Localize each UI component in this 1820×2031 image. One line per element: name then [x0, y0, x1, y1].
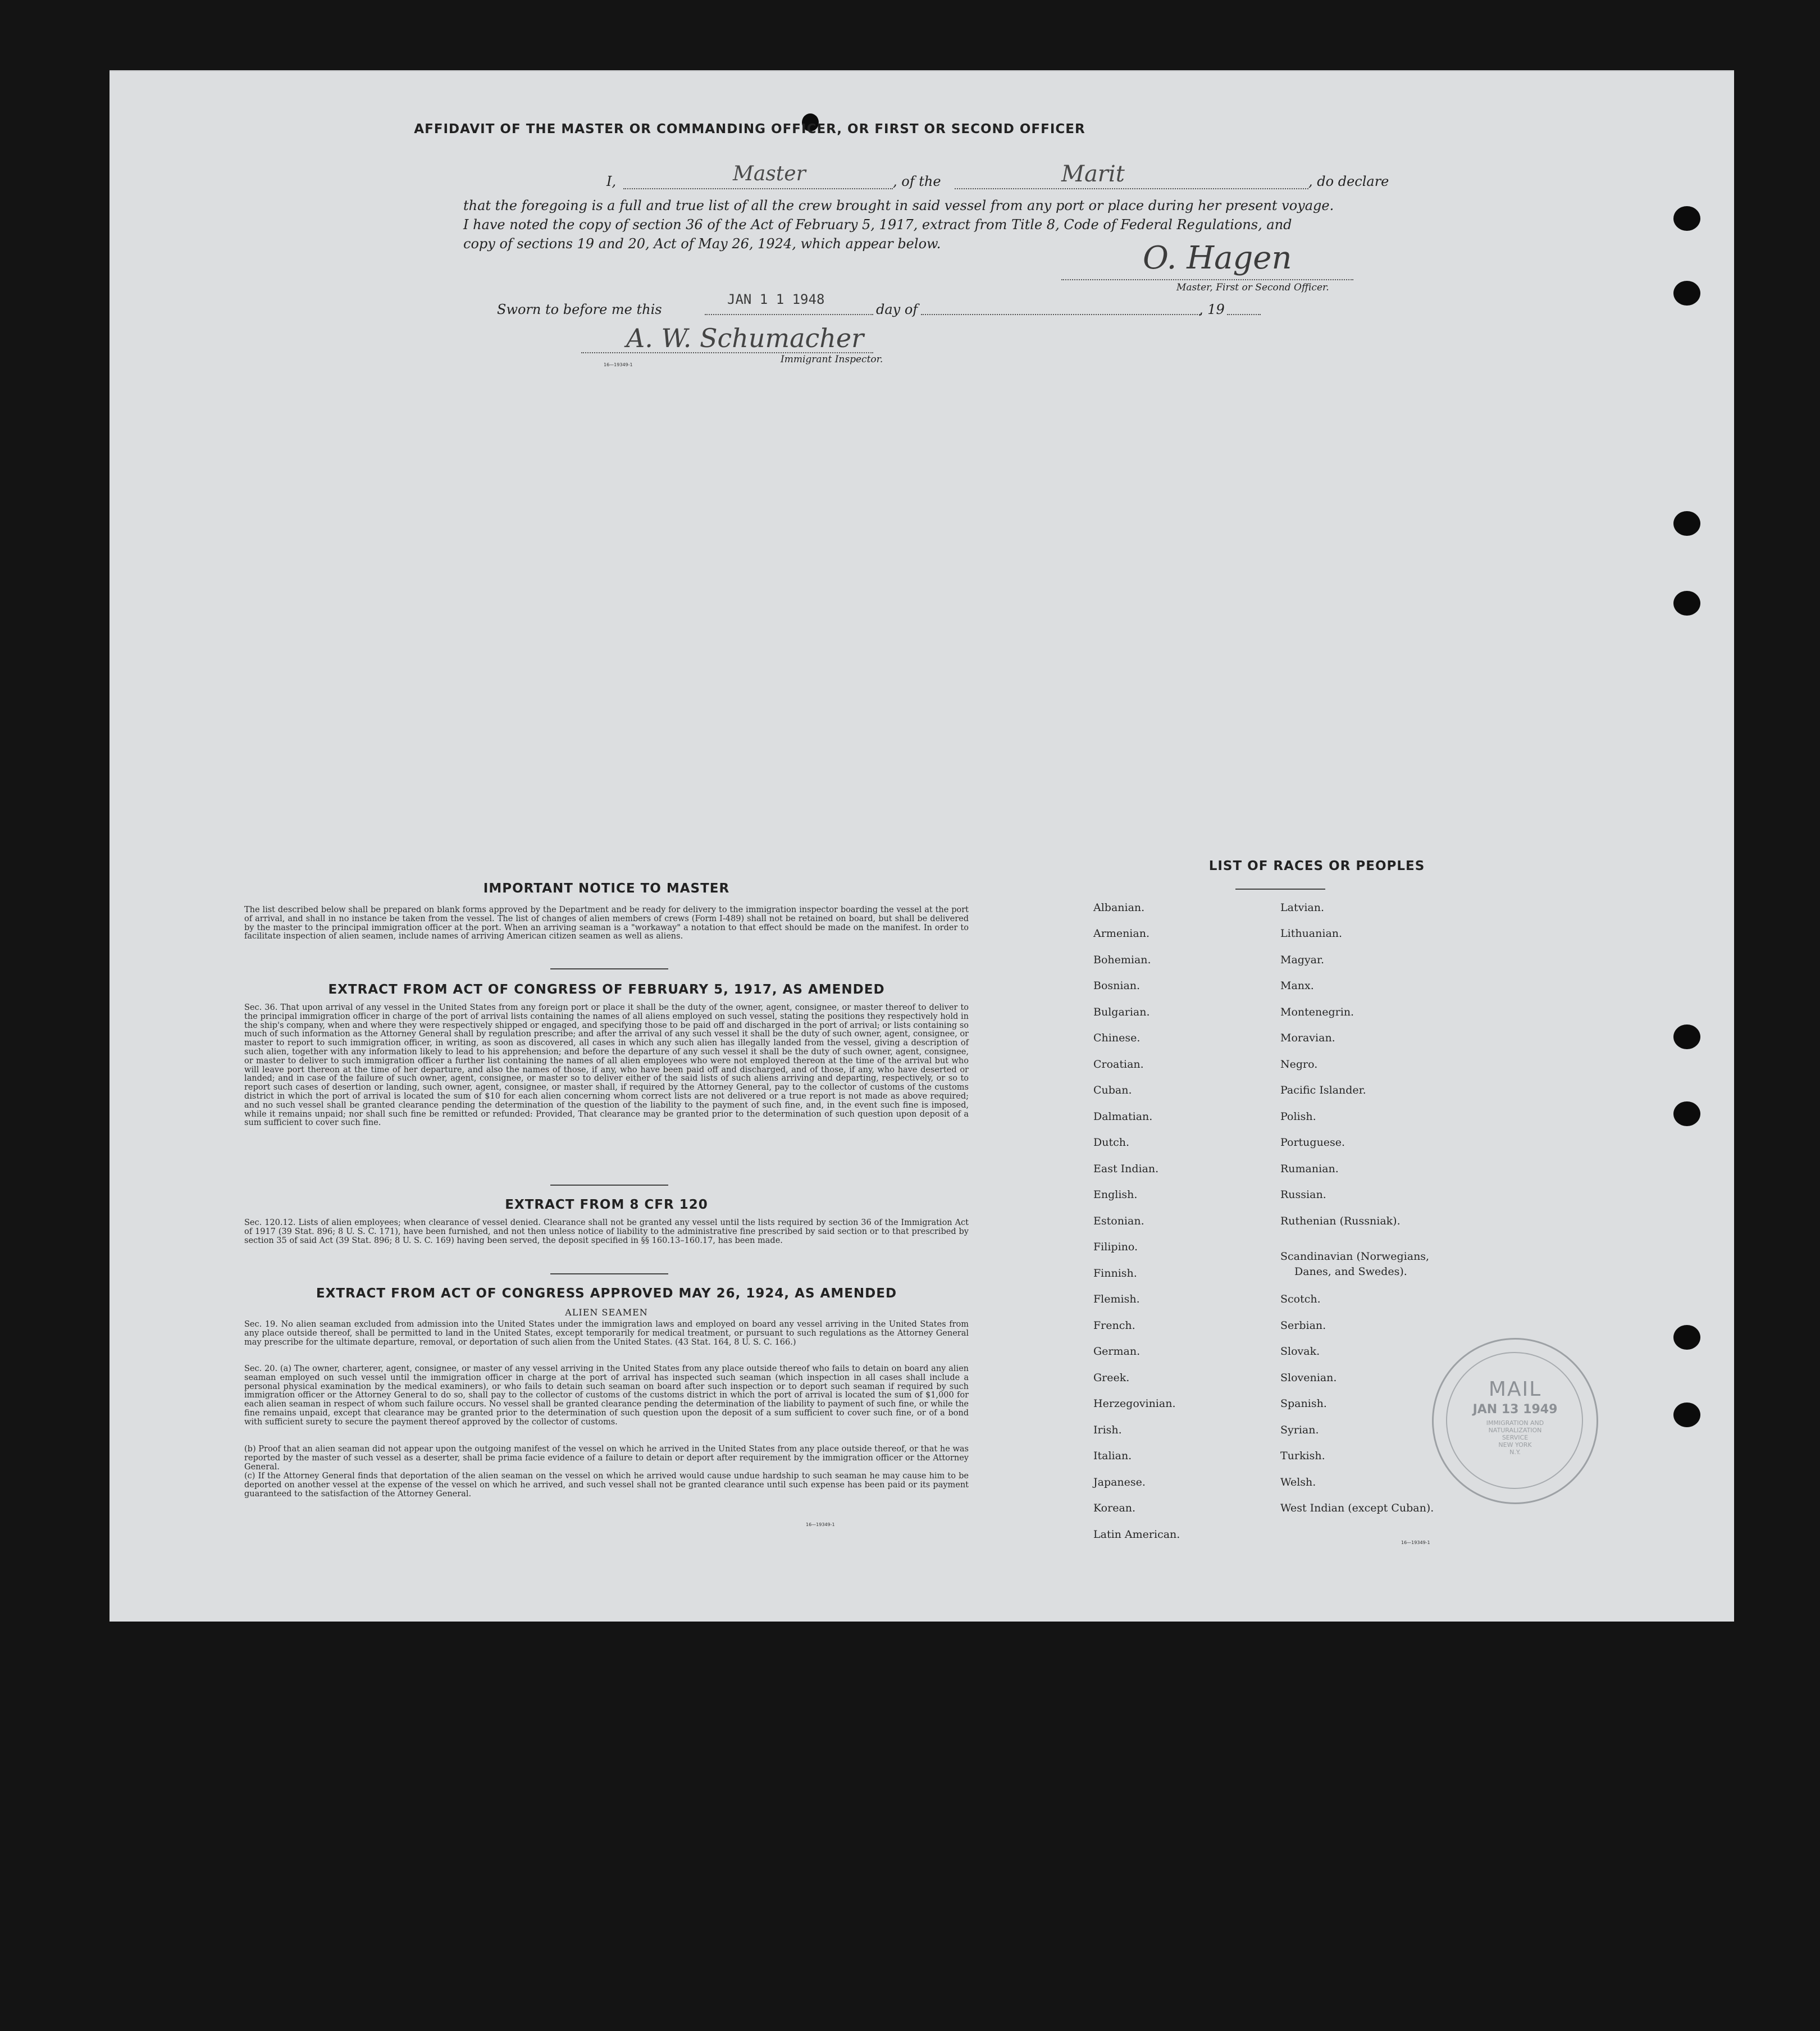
- inspector-signature-line: [581, 352, 873, 353]
- stamp-line: NEW YORK: [1498, 1441, 1532, 1449]
- affidavit-body-line: copy of sections 19 and 20, Act of May 26, 1924, which appear below.: [463, 236, 941, 252]
- mail-stamp-agency: [1434, 1419, 1597, 1456]
- master-signature: O. Hagen: [1143, 240, 1292, 276]
- stamp-line: N.Y.: [1509, 1449, 1521, 1456]
- race-item: Pacific Islander.: [1280, 1084, 1366, 1096]
- sec20a-text: Sec. 20. (a) The owner, charterer, agent, consignee, or master of any vessel arriving in the United States from any place outside thereof who fails to detain on board any alien seaman employed on such vessel until the immigration officer in charge at the port of arrival has inspected such seaman (which inspection in all cases shall include a personal physical examination by the medical examiners), or who fails to detain such seaman on board after such inspection or to deport such seaman if required by such immigration officer or the Attorney General to do so, shall pay to the collector of customs of the customs district in which the port of arrival is located the sum of $1,000 for each alien seaman in respect of whom such failure occurs. No vessel shall be granted clearance pending the determination of the liability to payment of such fine, or while the fine remains unpaid, except that clearance may be granted prior to the determination of such question upon the deposit of a sum sufficient to cover such fine, or of a bond with sufficient surety to secure the payment thereof approved by the collector of customs.: [244, 1364, 969, 1427]
- race-item: Filipino.: [1093, 1241, 1138, 1253]
- race-item: Bohemian.: [1093, 954, 1151, 966]
- races-heading: LIST OF RACES OR PEOPLES: [1208, 859, 1425, 873]
- punch-hole: [1673, 1024, 1700, 1049]
- affidavit-declaration-line: [480, 161, 1468, 196]
- affidavit-body-line: that the foregoing is a full and true list of all the crew brought in said vessel from any port or place during her present voyage.: [463, 198, 1334, 213]
- race-item: Welsh.: [1280, 1476, 1316, 1488]
- divider: [550, 968, 668, 969]
- race-item: Scotch.: [1280, 1293, 1321, 1305]
- document-sheet: [110, 70, 1734, 1622]
- inspector-signature: A. W. Schumacher: [626, 323, 864, 353]
- race-item: Finnish.: [1093, 1267, 1137, 1279]
- race-item: Herzegovinian.: [1093, 1397, 1176, 1410]
- punch-hole: [1673, 1402, 1700, 1427]
- affidavit-body-line: I have noted the copy of section 36 of the Act of February 5, 1917, extract from Title 8, Code of Federal Regulations, and: [463, 217, 1292, 233]
- vessel-field-line: [955, 188, 1308, 189]
- race-item: East Indian.: [1093, 1163, 1159, 1175]
- race-item: Dutch.: [1093, 1136, 1130, 1149]
- race-item: Latin American.: [1093, 1528, 1180, 1541]
- form-number: 16—19349-1: [806, 1522, 835, 1527]
- sec19-text: Sec. 19. No alien seaman excluded from admission into the United States under the immigration laws and employed on board any vessel arriving in the United States from any place outside thereof, shall be permitted to land in the United States, except temporarily for medical treatment, or pursuant to such regulations as the Attorney General may prescribe for the ultimate departure, removal, or deportation of such alien from the United States. (43 Stat. 164, 8 U. S. C. 166.): [244, 1320, 969, 1347]
- sec20c-text: (c) If the Attorney General finds that deportation of the alien seaman on the vessel on which he arrived would cause undue hardship to such seaman he may cause him to be deported on another vessel at the expense of the vessel on which he arrived, and such vessel shall not be granted clearance until such expense has been paid or its payment guaranteed to the satisfaction of the Attorney General.: [244, 1472, 969, 1499]
- handwritten-rank: Master: [733, 162, 806, 185]
- extract-1917-text: Sec. 36. That upon arrival of any vessel in the United States from any foreign port or place it shall be the duty of the owner, agent, consignee, or master thereof to deliver to the principal immigration officer in charge of the port of arrival lists containing the names of all aliens employed on such vessel, stating the positions they respectively hold in the ship's company, when and where they were respectively shipped or engaged, and specifying those to be paid off and discharged in the port of arrival; or lists containing so much of such information as the Attorney General shall by regulation prescribe; and after the arrival of any such vessel it shall be the duty of such owner, agent, consignee, or master to report to such immigration officer, in writing, as soon as discovered, all cases in which any such alien has illegally landed from the vessel, giving a description of such alien, together with any information likely to lead to his apprehension; and before the departure of any such vessel it shall be the duty of such owner, agent, consignee, or master to deliver to such immigration officer a further list containing the names of all alien employees who were not employed thereon at the time of the arrival but who will leave port thereon at the time of her departure, and also the names of those, if any, who have been paid off and discharged, and of those, if any, who have deserted or landed; and in case of the failure of such owner, agent, consignee, or master so to deliver either of the said lists of such aliens arriving and departing, respectively, or so to report such cases of desertion or landing, such owner, agent, consignee, or master shall, if required by the Attorney General, pay to the collector of customs of the customs district in which the port of arrival is located the sum of $10 for each alien concerning whom correct lists are not delivered or a true report is not made as above required; and no such vessel shall be granted clearance pending the determination of the question of the liability to the payment of such fine, and, in the event such fine is imposed, while it remains unpaid; nor shall such fine be remitted or refunded: Provided, That clearance may be granted prior to the determination of such question upon deposit of a sum sufficient to cover such fine.: [244, 1003, 969, 1128]
- race-item: Italian.: [1093, 1450, 1132, 1462]
- sworn-label: Sworn to before me this: [497, 302, 662, 317]
- race-item: English.: [1093, 1188, 1138, 1201]
- divider: [550, 1273, 668, 1274]
- mail-stamp: [1432, 1338, 1598, 1504]
- punch-hole: [1673, 511, 1700, 536]
- race-item: Chinese.: [1093, 1032, 1141, 1044]
- punch-hole: [1673, 1101, 1700, 1126]
- race-item: Irish.: [1093, 1424, 1122, 1436]
- alien-seamen-subheading: ALIEN SEAMEN: [565, 1307, 648, 1318]
- mail-stamp-date: JAN 13 1949: [1472, 1402, 1558, 1417]
- notice-text: The list described below shall be prepared on blank forms approved by the Department and be ready for delivery to the immigration inspector boarding the vessel at the port of arrival, and shall in no instance be taken from the vessel. The list of changes of alien members of crews (Form I-489) shall not be retained on board, but shall be delivered by the master to the principal immigration officer at the port. When an arriving seaman is a "workaway" a notation to that effect should be made on the manifest. In order to facilitate inspection of alien seamen, include names of arriving American citizen seamen as well as aliens.: [244, 905, 969, 941]
- affidavit-title: AFFIDAVIT OF THE MASTER OR COMMANDING OFFICER, OR FIRST OR SECOND OFFICER: [414, 122, 1085, 136]
- race-item: Turkish.: [1280, 1450, 1325, 1462]
- race-item: Moravian.: [1280, 1032, 1335, 1044]
- day-of-label: day of: [876, 302, 918, 317]
- punch-hole: [1673, 591, 1700, 616]
- race-item: Albanian.: [1093, 901, 1145, 914]
- handwritten-vessel-name: Marit: [1061, 161, 1125, 187]
- race-item-continued: Danes, and Swedes).: [1294, 1265, 1407, 1278]
- year-line: [1227, 314, 1261, 315]
- race-item: Flemish.: [1093, 1293, 1140, 1305]
- master-signature-line: [1061, 279, 1353, 280]
- master-caption: Master, First or Second Officer.: [1176, 282, 1329, 293]
- rank-field-line: [623, 188, 893, 189]
- declaration-do-declare: , do declare: [1308, 174, 1389, 189]
- race-item: Greek.: [1093, 1372, 1130, 1384]
- race-item: Negro.: [1280, 1058, 1318, 1071]
- mail-stamp-word: MAIL: [1488, 1378, 1542, 1401]
- stamp-line: NATURALIZATION: [1488, 1427, 1542, 1434]
- declaration-i: I,: [606, 174, 617, 189]
- race-item: Croatian.: [1093, 1058, 1144, 1071]
- inspector-caption: Immigrant Inspector.: [781, 354, 883, 365]
- race-item: Portuguese.: [1280, 1136, 1345, 1149]
- race-item: Magyar.: [1280, 954, 1325, 966]
- extract-1917-heading: EXTRACT FROM ACT OF CONGRESS OF FEBRUARY 5, 1917, AS AMENDED: [328, 982, 885, 997]
- affidavit-body: [463, 196, 1474, 253]
- race-item: Japanese.: [1093, 1476, 1146, 1488]
- race-item: West Indian (except Cuban).: [1280, 1502, 1434, 1514]
- form-number: 16—19349-1: [604, 362, 633, 367]
- extract-1924-heading: EXTRACT FROM ACT OF CONGRESS APPROVED MAY 26, 1924, AS AMENDED: [316, 1286, 897, 1301]
- race-item: Serbian.: [1280, 1319, 1326, 1332]
- divider: [1235, 889, 1325, 890]
- race-item: Slovak.: [1280, 1345, 1320, 1358]
- race-item: Rumanian.: [1280, 1163, 1339, 1175]
- race-item: Bosnian.: [1093, 980, 1141, 992]
- sworn-date-stamp: JAN 1 1 1948: [727, 292, 825, 307]
- punch-hole: [1673, 281, 1700, 306]
- race-item: Armenian.: [1093, 927, 1150, 940]
- race-item: Syrian.: [1280, 1424, 1319, 1436]
- declaration-of-the: , of the: [893, 174, 941, 189]
- race-item: Polish.: [1280, 1110, 1316, 1123]
- race-item: Latvian.: [1280, 901, 1324, 914]
- sworn-day-line: [705, 314, 873, 315]
- race-item: Dalmatian.: [1093, 1110, 1153, 1123]
- race-item: Spanish.: [1280, 1397, 1327, 1410]
- extract-cfr-heading: EXTRACT FROM 8 CFR 120: [505, 1197, 708, 1212]
- race-item: Bulgarian.: [1093, 1006, 1150, 1018]
- divider: [550, 1185, 668, 1186]
- race-item: Slovenian.: [1280, 1372, 1337, 1384]
- race-item: Ruthenian (Russniak).: [1280, 1215, 1401, 1227]
- race-item: German.: [1093, 1345, 1141, 1358]
- stamp-line: SERVICE: [1502, 1434, 1529, 1441]
- race-item: Korean.: [1093, 1502, 1136, 1514]
- extract-cfr-text: Sec. 120.12. Lists of alien employees; when clearance of vessel denied. Clearance shall not be granted any vessel until the lists required by section 36 of the Immigration Act of 1917 (39 Stat. 896; 8 U. S. C. 171), have been furnished, and not then unless notice of liability to the administrative fine prescribed by said section or to that prescribed by section 35 of said Act (39 Stat. 896; 8 U. S. C. 169) having been served, the deposit specified in §§ 160.13–160.17, has been made.: [244, 1218, 969, 1245]
- month-line: [921, 314, 1202, 315]
- race-item: Lithuanian.: [1280, 927, 1343, 940]
- year-label: , 19: [1199, 302, 1225, 317]
- notice-heading: IMPORTANT NOTICE TO MASTER: [483, 881, 730, 896]
- race-item: Cuban.: [1093, 1084, 1132, 1096]
- race-item: Estonian.: [1093, 1215, 1144, 1227]
- race-item: Montenegrin.: [1280, 1006, 1354, 1018]
- stamp-line: IMMIGRATION AND: [1486, 1419, 1544, 1427]
- punch-hole: [1673, 1325, 1700, 1350]
- sec20b-text: (b) Proof that an alien seaman did not appear upon the outgoing manifest of the vessel on which he arrived in the United States from any place outside thereof, or that he was reported by the master of such vessel as a deserter, shall be prima facie evidence of a failure to detain or deport after requirement by the immigration officer or the Attorney General.: [244, 1445, 969, 1472]
- form-number: 16—19349-1: [1401, 1540, 1430, 1545]
- race-item: Manx.: [1280, 980, 1314, 992]
- race-item: Scandinavian (Norwegians,: [1280, 1250, 1430, 1263]
- race-item: Russian.: [1280, 1188, 1326, 1201]
- punch-hole: [1673, 206, 1700, 231]
- race-item: French.: [1093, 1319, 1135, 1332]
